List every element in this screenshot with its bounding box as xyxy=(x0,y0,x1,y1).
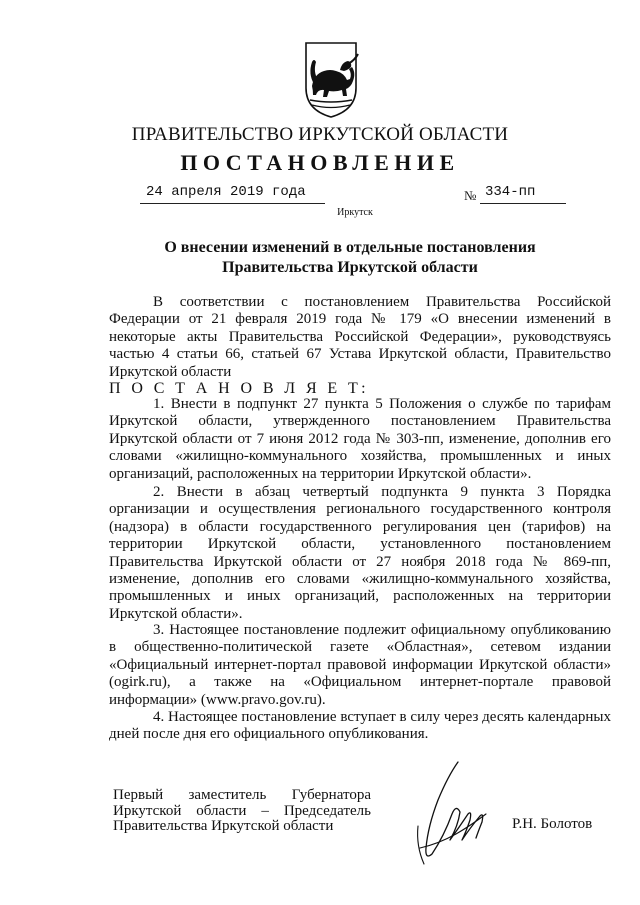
document-date: 24 апреля 2019 года xyxy=(146,184,306,200)
position-line: Иркутской области – Председатель xyxy=(113,802,371,819)
signer-name: Р.Н. Болотов xyxy=(512,816,593,832)
item-3: 3. Настоящее постановление подлежит официальному опубликованию в общественно-политической газете «Областная», сетевом издании «Официальный интернет-портал правовой информации Иркутской области» (ogirk.ru), а также на «Официальном интернет-портале правовой информации» (www.pravo.gov.ru). xyxy=(109,622,611,708)
preamble-paragraph: В соответствии с постановлением Правительства Российской Федерации от 21 февраля 2019 года № 179 «О внесении изменений в некоторые акты Правительства Российской Федерации», руководствуясь частью 4 статьи 66, статьей 67 Устава Иркутской области, Правительство Иркутской области xyxy=(109,294,611,380)
coat-of-arms-icon xyxy=(300,40,362,120)
position-line: Правительства Иркутской области xyxy=(113,818,334,834)
date-underline xyxy=(140,203,325,204)
item-4: 4. Настоящее постановление вступает в силу через десять календарных дней после дня его официального опубликования. xyxy=(109,709,611,743)
number-underline xyxy=(480,203,566,204)
document-number: 334-пп xyxy=(485,184,536,200)
number-sign: № xyxy=(464,188,477,203)
government-name: ПРАВИТЕЛЬСТВО ИРКУТСКОЙ ОБЛАСТИ xyxy=(131,124,509,145)
signatory-position xyxy=(113,788,371,835)
document-type: ПОСТАНОВЛЕНИЕ xyxy=(180,150,460,175)
handwritten-signature xyxy=(398,756,493,871)
item-1: 1. Внести в подпункт 27 пункта 5 Положения о службе по тарифам Иркутской области, утвержденного постановлением Правительства Иркутской области от 7 июня 2012 года № 303-пп, изменение, дополнив его словами «жилищно-коммунального хозяйства, промышленных и иных организаций, расположенных на территории Иркутской области». xyxy=(109,396,611,482)
item-2: 2. Внести в абзац четвертый подпункта 9 пункта 3 Порядка организации и осуществления регионального государственного контроля (надзора) в области государственного регулирования цен (тарифов) на территории Иркутской области, установленного постановлением Правительства Иркутской области от 27 ноября 2018 года № 869-пп, изменение, дополнив его словами «жилищно-коммунального хозяйства, промышленных и иных организаций, расположенных на территории Иркутской области». xyxy=(109,484,611,622)
city: Иркутск xyxy=(337,207,373,218)
document-title: О внесении изменений в отдельные постановления Правительства Иркутской области xyxy=(164,239,536,276)
resolves-heading: П О С Т А Н О В Л Я Е Т: xyxy=(109,380,370,397)
position-line: Первый заместитель Губернатора xyxy=(113,787,371,803)
